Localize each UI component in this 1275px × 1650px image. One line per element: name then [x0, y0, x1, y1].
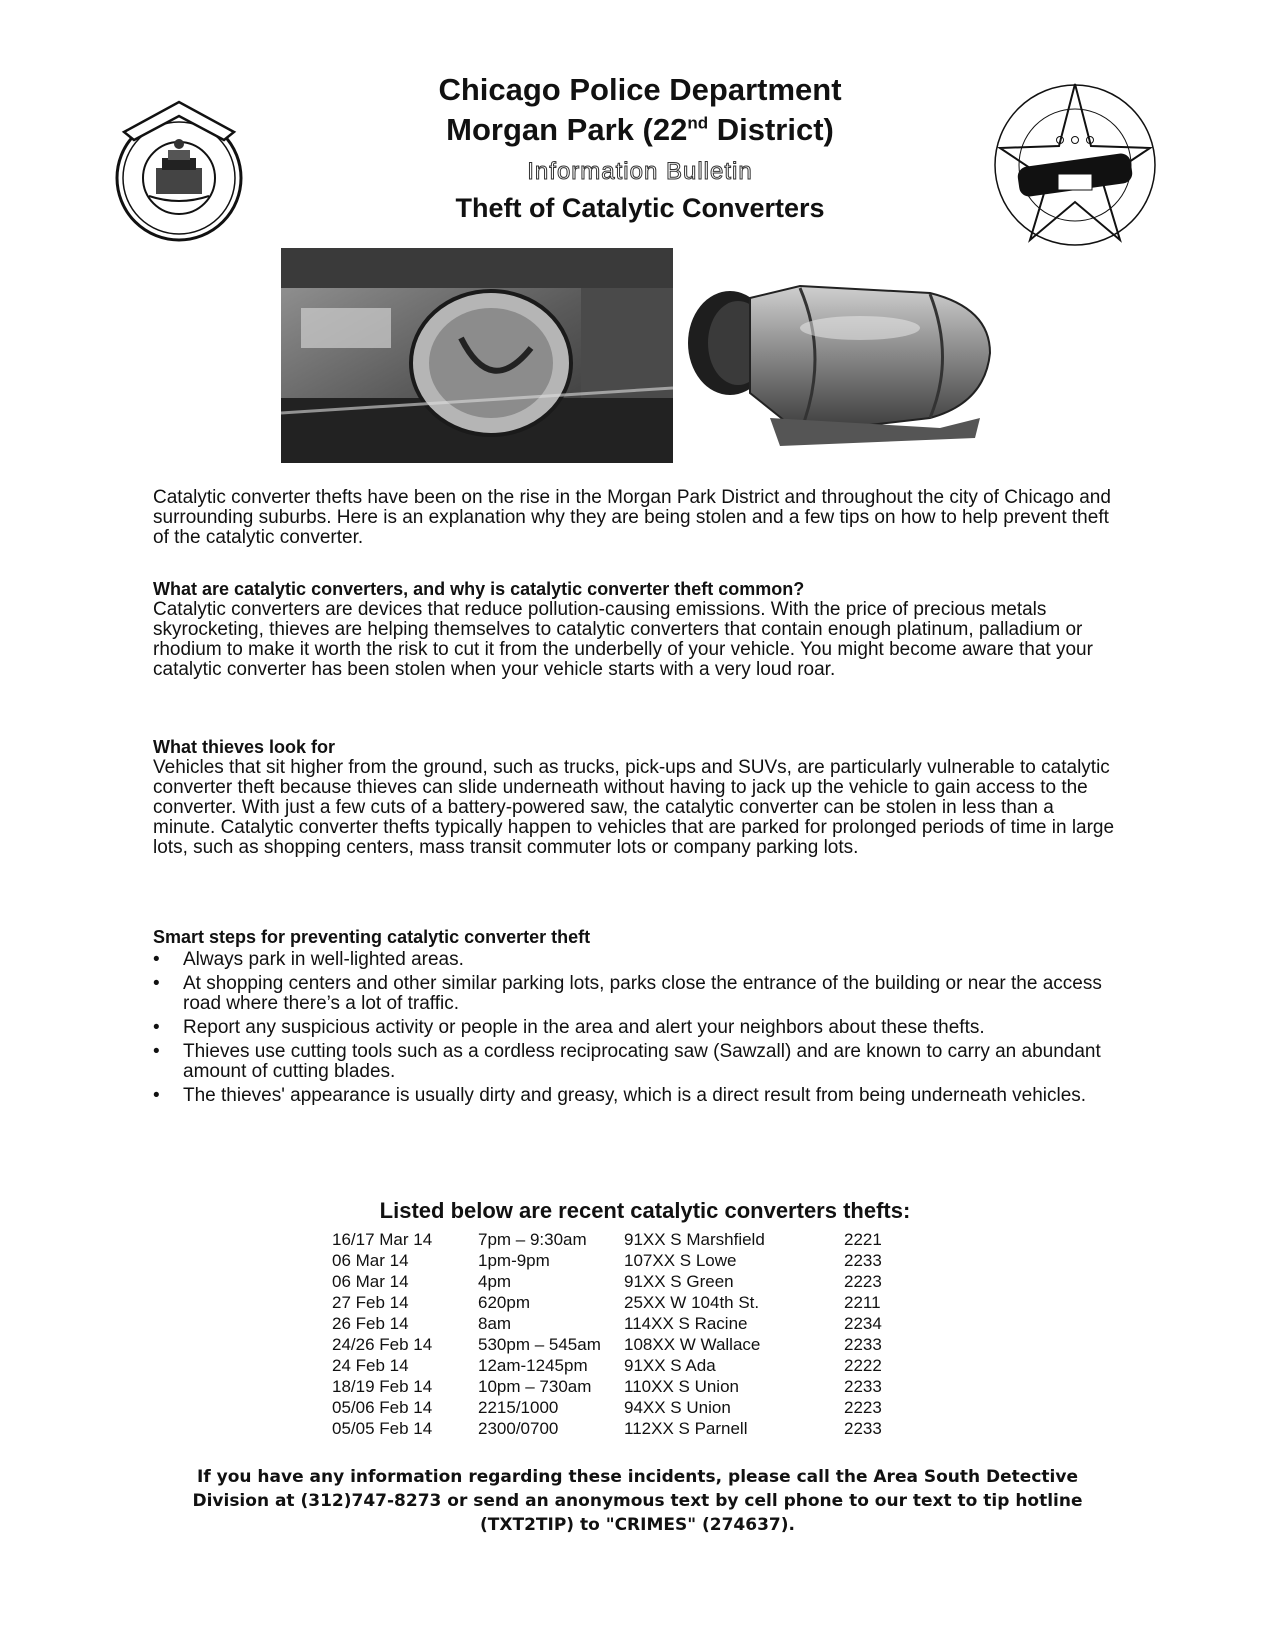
theft-date: 16/17 Mar 14 — [332, 1230, 433, 1249]
table-row — [332, 1356, 904, 1377]
theft-date: 18/19 Feb 14 — [332, 1377, 433, 1396]
theft-location: 94XX S Union — [624, 1398, 731, 1417]
theft-time: 8am — [478, 1314, 512, 1333]
section-text-what-are: Catalytic converters are devices that reduce pollution-causing emissions. With the price of precious metals skyrocketing, thieves are helping themselves to catalytic converters that contain enough platinum, palladium or rhodium to make it worth the risk to cut it from the underbelly of your vehicle. You might become aware that your catalytic converter has been stolen when your vehicle starts with a very loud roar. — [153, 599, 1093, 680]
list-item: • Thieves use cutting tools such as a cordless reciprocating saw (Sawzall) and are known to carry an abundant amount of cutting blades. — [153, 1042, 1118, 1082]
list-item: • Always park in well-lighted areas. — [153, 950, 1118, 970]
theft-time: 620pm — [478, 1293, 530, 1312]
list-item: • The thieves' appearance is usually dirty and greasy, which is a direct result from being underneath vehicles. — [153, 1086, 1118, 1106]
theft-time: 530pm – 545am — [478, 1335, 601, 1354]
bulletin-label: Information Bulletin — [527, 158, 753, 185]
theft-beat: 2221 — [844, 1230, 882, 1249]
section-heading-what-are: What are catalytic converters, and why is catalytic converter theft common? — [153, 579, 805, 599]
police-seal-logo — [104, 96, 254, 244]
district-title: Morgan Park (22nd District) — [446, 112, 834, 147]
theft-date: 26 Feb 14 — [332, 1314, 409, 1333]
theft-time: 12am-1245pm — [478, 1356, 588, 1375]
caps-logo — [990, 70, 1160, 260]
theft-date: 05/05 Feb 14 — [332, 1419, 433, 1438]
theft-location: 91XX S Green — [624, 1272, 734, 1291]
prevention-tips-list — [153, 950, 1118, 1110]
theft-time: 10pm – 730am — [478, 1377, 592, 1396]
table-row — [332, 1293, 904, 1314]
theft-beat: 2223 — [844, 1398, 882, 1417]
bulletin-title: Theft of Catalytic Converters — [455, 193, 825, 223]
table-row — [332, 1251, 904, 1272]
section-heading-thieves-look-for: What thieves look for — [153, 737, 336, 757]
theft-location: 110XX S Union — [624, 1377, 739, 1396]
contact-footer — [150, 1465, 1125, 1537]
theft-beat: 2223 — [844, 1272, 882, 1291]
theft-date: 27 Feb 14 — [332, 1293, 409, 1312]
section-text-thieves-look-for: Vehicles that sit higher from the ground, such as trucks, pick-ups and SUVs, are particularly vulnerable to catalytic converter theft because thieves can slide underneath without having to jack up the vehicle to gain access to the converter. With just a few cuts of a battery-powered saw, the catalytic converter can be stolen in less than a minute. Catalytic converter thefts typically happen to vehicles that are parked for prolonged periods of time in large lots, such as shopping centers, mass transit commuter lots or company parking lots. — [153, 757, 1115, 858]
table-row — [332, 1419, 904, 1440]
theft-location: 107XX S Lowe — [624, 1251, 737, 1270]
thefts-list-title: Listed below are recent catalytic converters thefts: — [379, 1198, 911, 1223]
theft-location: 25XX W 104th St. — [624, 1293, 760, 1312]
department-title: Chicago Police Department — [438, 72, 842, 107]
theft-date: 05/06 Feb 14 — [332, 1398, 433, 1417]
table-row — [332, 1272, 904, 1293]
theft-beat: 2233 — [844, 1335, 882, 1354]
theft-location: 91XX S Marshfield — [624, 1230, 765, 1249]
table-row — [332, 1230, 904, 1251]
list-item: • Report any suspicious activity or people in the area and alert your neighbors about these thefts. — [153, 1018, 1118, 1038]
intro-paragraph: Catalytic converter thefts have been on the rise in the Morgan Park District and throughout the city of Chicago and surrounding suburbs. Here is an explanation why they are being stolen and a few tips on how to help prevent theft of the catalytic converter. — [153, 487, 1111, 548]
list-item: • At shopping centers and other similar parking lots, parks close the entrance of the building or near the access road where there’s a lot of traffic. — [153, 974, 1118, 1014]
table-row — [332, 1335, 904, 1356]
theft-beat: 2222 — [844, 1356, 882, 1375]
section-heading-smart-steps: Smart steps for preventing catalytic converter theft — [153, 927, 591, 947]
thefts-table — [332, 1230, 904, 1440]
theft-beat: 2234 — [844, 1314, 882, 1333]
footer-line: If you have any information regarding these incidents, please call the Area South Detective — [197, 1467, 1078, 1487]
theft-beat: 2211 — [844, 1293, 881, 1312]
theft-beat: 2233 — [844, 1419, 882, 1438]
catalytic-converter-photo — [680, 268, 1010, 458]
theft-time: 7pm – 9:30am — [478, 1230, 587, 1249]
theft-time: 1pm-9pm — [478, 1251, 550, 1270]
theft-location: 91XX S Ada — [624, 1356, 716, 1375]
theft-location: 114XX S Racine — [624, 1314, 748, 1333]
theft-location: 112XX S Parnell — [624, 1419, 748, 1438]
footer-line: Division at (312)747-8273 or send an anonymous text by cell phone to our text to tip hotline — [192, 1491, 1083, 1511]
theft-date: 24/26 Feb 14 — [332, 1335, 433, 1354]
theft-time: 2215/1000 — [478, 1398, 559, 1417]
footer-line: (TXT2TIP) to "CRIMES" (274637). — [480, 1515, 795, 1535]
theft-time: 4pm — [478, 1272, 512, 1291]
theft-time: 2300/0700 — [478, 1419, 559, 1438]
theft-beat: 2233 — [844, 1251, 882, 1270]
converter-under-vehicle-photo — [281, 248, 673, 463]
theft-date: 06 Mar 14 — [332, 1251, 409, 1270]
theft-location: 108XX W Wallace — [624, 1335, 761, 1354]
theft-beat: 2233 — [844, 1377, 882, 1396]
theft-date: 24 Feb 14 — [332, 1356, 409, 1375]
table-row — [332, 1314, 904, 1335]
table-row — [332, 1377, 904, 1398]
theft-date: 06 Mar 14 — [332, 1272, 409, 1291]
table-row — [332, 1398, 904, 1419]
